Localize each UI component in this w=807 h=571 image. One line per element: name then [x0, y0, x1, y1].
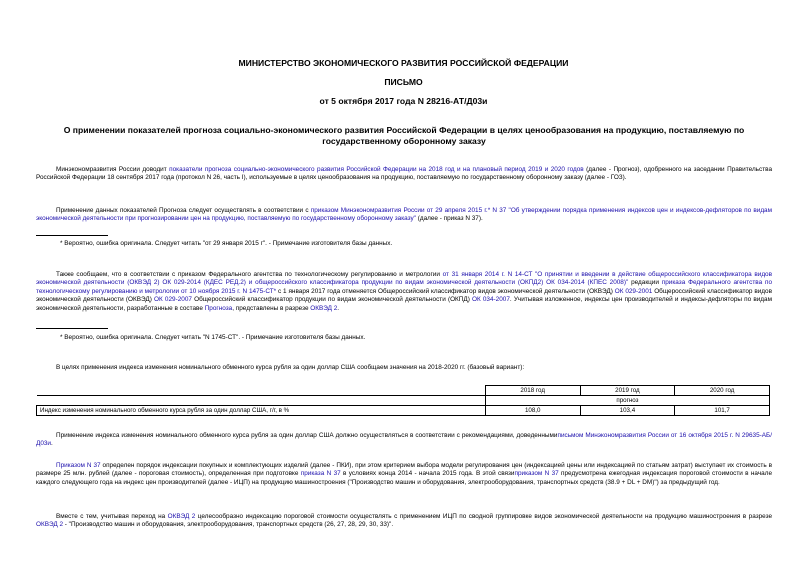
p3-text-2: редакции	[628, 279, 662, 287]
footnote-1: * Вероятно, ошибка оригинала. Следует читать "от 29 января 2015 г". - Примечание изготовителя базы данных.	[60, 240, 393, 247]
link-okved2-b[interactable]: ОКВЭД 2	[36, 521, 63, 529]
link-okved2[interactable]: ОКВЭД 2	[310, 304, 338, 312]
paragraph-4	[36, 364, 772, 372]
footnote-divider-2	[36, 328, 108, 329]
p3-text-6: . Учитывая изложенное, индексы цен производителей и индексы-дефляторы по видам экономической деятельности, разработанные в составе	[36, 296, 772, 312]
table-row	[37, 406, 770, 416]
p1-text-2: (далее - Прогноз), одобренного на заседании Правительства Российской Федерации 18 сентября 2017 года (протокол N 26, часть I), используемые в целях ценообразования на продукцию, поставляемую по государственному оборонному заказу (далее - ГОЗ).	[36, 166, 772, 182]
link-order-37[interactable]: приказом Минэкономразвития России от 29 апреля 2015 г.* N 37 "Об утверждении порядка применения индексов цен и индексов-дефляторов по видам экономической деятельности при прогнозировании цен на продукцию, поставляемую по государственному оборонному заказу"	[36, 207, 772, 223]
table-year-2018: 2018 год	[485, 386, 580, 396]
link-order-37-a[interactable]: Приказом N 37	[56, 462, 101, 469]
paragraph-3	[36, 271, 772, 313]
link-ok-029-2007[interactable]: ОК 029-2007	[154, 296, 192, 304]
p4-text: В целях применения индекса изменения номинального обменного курса рубля за один доллар США сообщаем значения на 2018-2020 гг. (базовый вариант):	[56, 364, 525, 371]
p2-text-2: (далее - приказ N 37).	[415, 215, 483, 223]
paragraph-1	[36, 166, 772, 183]
link-order-37-b[interactable]: приказа N 37	[300, 470, 341, 478]
footnote-divider	[36, 235, 108, 236]
link-order-14-st[interactable]: от 31 января 2014 г. N 14-СТ "О принятии и введении в действие общероссийского классификатора видов экономической деятельности (ОКВЭД 2) ОК 029-2014 (КДЕС РЕД.2) и общероссийского классификатора продукции по видам экономической деятельности (ОКПД2) ОК 034-2014 (КПЕС 2008)"	[36, 271, 772, 287]
table-value-2020: 101,7	[675, 406, 770, 416]
table-row-label: Индекс изменения номинального обменного курса рубля за один доллар США, г/г, в %	[37, 406, 486, 416]
p3-text-3: с 1 января 2017 года отменяется Общероссийский классификатор видов экономической деятельности (ОКВЭД)	[276, 287, 615, 295]
table-value-2018: 108,0	[485, 406, 580, 416]
p1-text-1: Минэкономразвития России доводит	[56, 166, 170, 173]
p7-text-2: целесообразно индексацию пороговой стоимости осуществлять с применением ИЦП по сводной группировке видов экономической деятельности на продукцию машиностроения в разрезе	[195, 513, 773, 520]
p3-text-5: Общероссийский классификатор продукции по видам экономической деятельности (ОКПД)	[191, 296, 472, 304]
p7-text-3: - "Производство машин и оборудования, электрооборудования, транспортных средств (26, 27, 28, 29, 30, 33)".	[63, 521, 394, 529]
link-order-37-c[interactable]: приказом N 37	[514, 470, 559, 478]
p3-text-1: Также сообщаем, что в соответствии с приказом Федерального агентства по технологическому регулированию и метрологии	[56, 271, 443, 278]
p7-text-1: Вместе с тем, учитывая переход на	[56, 513, 168, 520]
table-year-2020: 2020 год	[675, 386, 770, 396]
table-forecast-row	[37, 396, 770, 406]
p6-text-2: в условиях конца 2014 - начала 2015 года. В этой связи	[340, 470, 515, 478]
footnote-2: * Вероятно, ошибка оригинала. Следует читать "N 1745-СТ". - Примечание изготовителя базы данных.	[60, 334, 366, 341]
exchange-rate-table	[36, 385, 770, 416]
document-date-number: от 5 октября 2017 года N 28216-АТ/Д03и	[319, 96, 488, 106]
table-forecast-label: прогноз	[485, 396, 769, 406]
paragraph-6	[36, 462, 772, 487]
link-order-1475-st[interactable]: приказа Федерального агентства по технологическому регулированию и метрологии от 10 ноября 2015 г. N 1475-СТ*	[36, 279, 773, 295]
link-forecast-indicators[interactable]: показатели прогноза социально-экономического развития Российской Федерации на 2018 год и на плановый период 2019 и 2020 годов	[169, 166, 584, 173]
p3-text-7: , представлены в разрезе	[232, 304, 311, 312]
link-forecast[interactable]: Прогноза	[204, 304, 233, 312]
p2-text-1: Применение данных показателей Прогноза следует осуществлять в соответствии с	[56, 207, 311, 214]
p3-text-4: Общероссийский классификатор видов экономической деятельности (ОКВЭД)	[36, 287, 772, 304]
p6-text-3: предусмотрена ежегодная индексация пороговой стоимости в начале каждого следующего года на индекс цен производителей (далее - ИЦП) на продукцию машиностроения ("Производство машин и оборудования, электрооборудования, транспортных средств (38.9 + DL + DM)") за предыдущий год.	[36, 470, 773, 486]
table-value-2019: 103,4	[580, 406, 675, 416]
link-okved2-a[interactable]: ОКВЭД 2	[167, 513, 196, 520]
link-letter-29635[interactable]: письмом Минэкономразвития России от 16 октября 2015 г. N 29635-АБ/Д03и	[36, 432, 772, 448]
ministry-title: МИНИСТЕРСТВО ЭКОНОМИЧЕСКОГО РАЗВИТИЯ РОССИЙСКОЙ ФЕДЕРАЦИИ	[238, 58, 569, 68]
p5-text-2: .	[51, 440, 53, 448]
p6-text-1: определен порядок индексации покупных и комплектующих изделий (далее - ПКИ), при этом критерием выбора модели регулирования цен (индексацией цены или индексацией по статьям затрат) выступает их стоимость в размере 25 млн. рублей (далее - пороговая стоимость), определенная при подготовке	[36, 462, 772, 478]
p3-text-8: .	[337, 304, 340, 312]
paragraph-2	[36, 207, 772, 224]
table-header-row	[37, 386, 770, 396]
link-ok-034-2007[interactable]: ОК 034-2007	[472, 296, 510, 304]
table-empty-cell-2	[37, 396, 486, 406]
link-ok-029-2001[interactable]: ОК 029-2001	[614, 287, 653, 295]
document-type: ПИСЬМО	[384, 77, 423, 87]
table-year-2019: 2019 год	[580, 386, 675, 396]
document-subject: О применении показателей прогноза социально-экономического развития Российской Федерации в целях ценообразования на продукцию, поставляемую по государственному оборонному заказу	[63, 125, 745, 146]
table-empty-cell	[37, 386, 486, 396]
p5-text-1: Применение индекса изменения номинального обменного курса рубля за один доллар США должно осуществляться в соответствии с рекомендациями, доведенными	[56, 432, 558, 439]
paragraph-5	[36, 432, 772, 449]
paragraph-7	[36, 513, 772, 530]
